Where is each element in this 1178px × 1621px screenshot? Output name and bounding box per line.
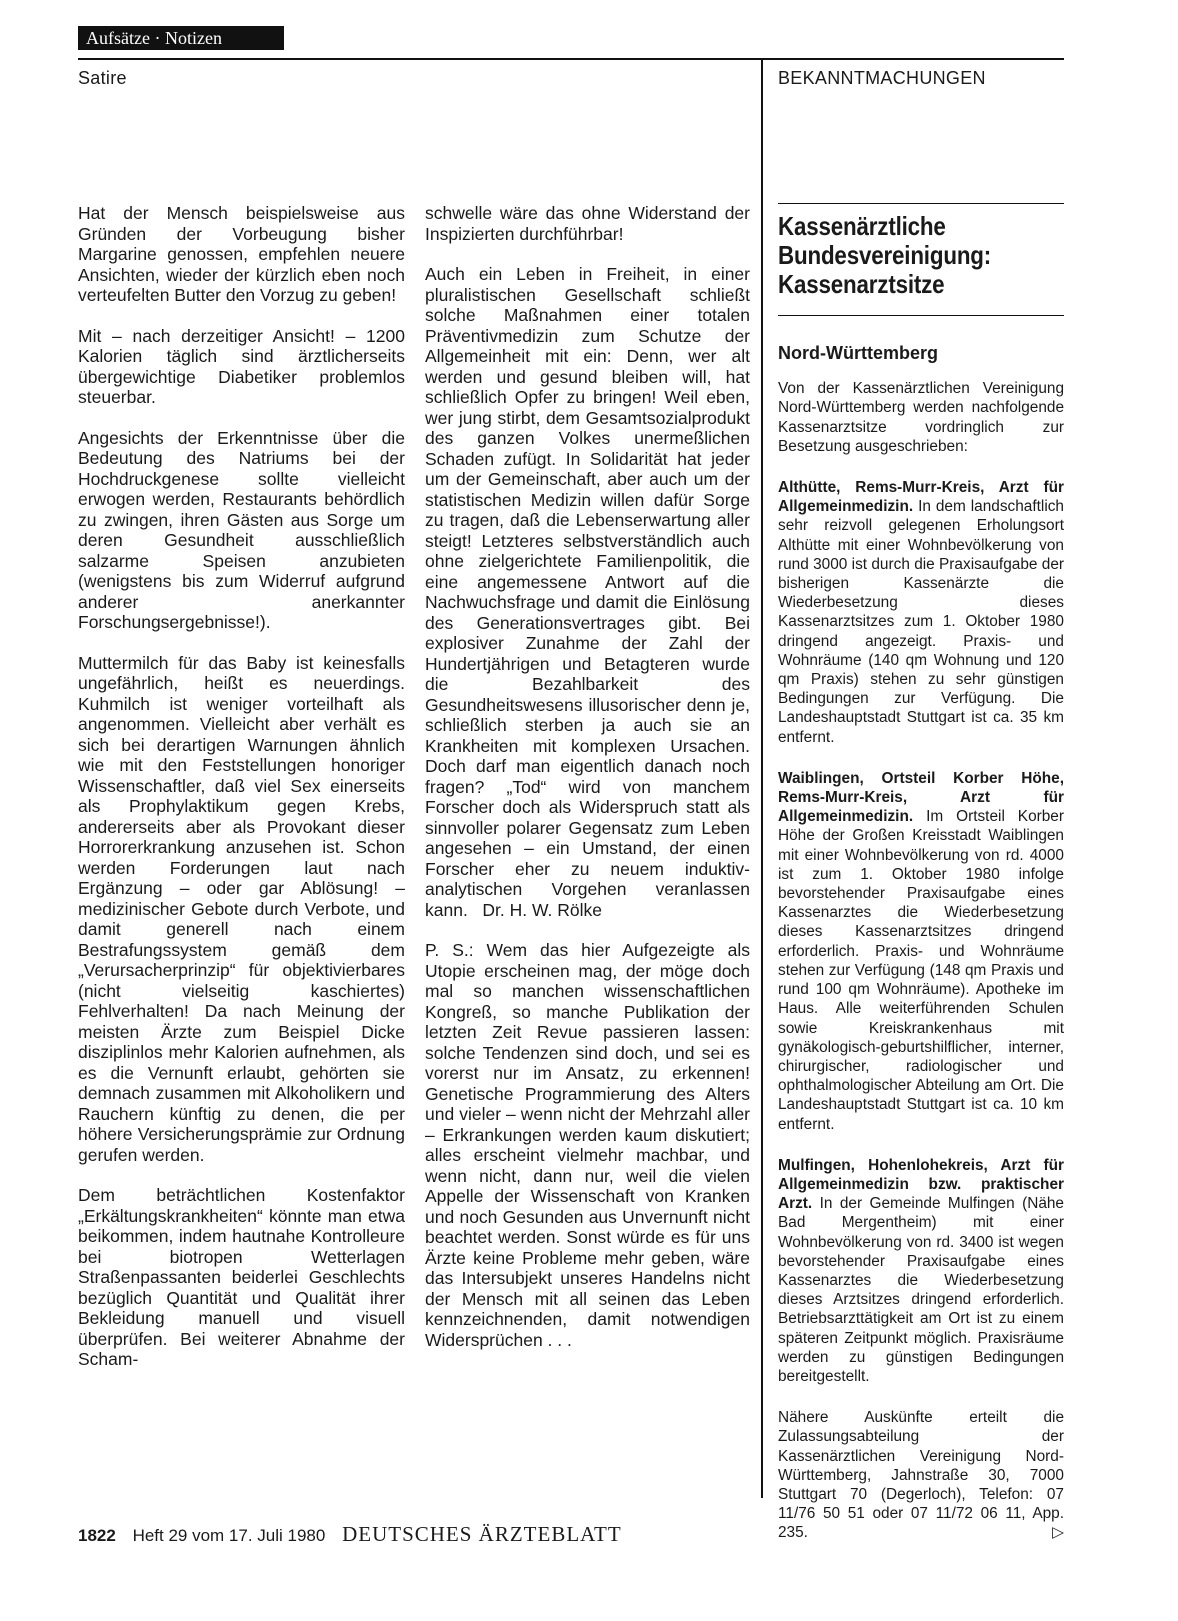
entry-text: In der Gemeinde Mulfingen (Nähe Bad Mergentheim) mit einer Wohnbevölkerung von rd. 3400 ist wegen bevorstehender Praxisaufgabe eines Kassenarztes die Wiederbesetzung dieses Arztsitzes dringend erforderlich. Betriebsarzttätigkeit am Ort ist zu einem späteren Zeitpunkt möglich. Praxisräume werden zu günstigen Bedingungen bereitgestellt. <box>778 1195 1064 1385</box>
heading-rule-bottom <box>778 315 1064 316</box>
page-number: 1822 <box>78 1526 116 1545</box>
entry-text: Im Ortsteil Korber Höhe der Großen Kreisstadt Waiblingen mit einer Wohnbevölkerung von rd. 4000 ist zum 1. Oktober 1980 infolge bevorstehender Praxisaufgabe eines Kassenarztes die Wiederbesetzung dieses Kassenarztsitzes dringend erforderlich. Praxis- und Wohnräume stehen zur Verfügung (148 qm Praxis und rund 100 qm Wohnräume). Apotheke im Haus. Alle weiterführenden Schulen sowie Kreiskrankenhaus mit gynäkologisch-geburtshilflicher, interner, chirurgischer, radiologischer und ophthalmologischer Abteilung am Ort. Die Landeshauptstadt Stuttgart ist ca. 10 km entfernt. <box>778 808 1064 1133</box>
article-paragraph: P. S.: Wem das hier Aufgezeigte als Utopie erscheinen mag, der möge doch mal so manchen wissenschaftlichen Kongreß, so manche Publikation der letzten Zeit Revue passieren lassen: solche Tendenzen sind doch, und sei es vorerst nur im Ansatz, zu erkennen! Genetische Programmierung des Alters und vieler – wenn nicht der Mehrzahl aller – Erkrankungen werden kaum diskutiert; alles erscheint vielmehr machbar, und wenn nicht, dann nur, weil die vielen Appelle der Wissenschaft von Kranken und noch Gesunden aus Unvernunft nicht beachtet werden. Sonst würde es für uns Ärzte keine Probleme mehr geben, wäre das Intersubjekt unseres Handelns nicht der Mensch mit all seinen das Leben kennzeichnenden, damit notwendigen Widersprüchen . . . <box>425 940 750 1350</box>
announcement-contact <box>778 1408 1064 1542</box>
entry-text: In dem landschaftlich sehr reizvoll gelegenen Erholungsort Althütte mit einer Wohnbevölkerung von rund 3000 ist durch die Praxisaufgabe der bisherigen Kassenärzte die Wiederbesetzung dieses Kassenarztsitzes zum 1. Oktober 1980 dringend angezeigt. Praxis- und Wohnräume (140 qm Wohnung und 120 qm Praxis) stehen zu sehr günstigen Bedingungen zur Verfügung. Die Landeshauptstadt Stuttgart ist ca. 35 km entfernt. <box>778 498 1064 746</box>
announcement-heading: Kassenärztliche Bundesvereinigung: Kassenarztsitze <box>778 211 992 299</box>
article-paragraph: Muttermilch für das Baby ist keinesfalls ungefährlich, heißt es neuerdings. Kuhmilch ist weniger vorteilhaft als angenommen. Vielleicht aber verhält es sich bei derartigen Warnungen ähnlich wie mit den Feststellungen honoriger Wissenschaftler, daß viel Sex einerseits als Prophylaktikum gegen Krebs, andererseits aber als Provokant dieser Horrorerkrankung anzusehen ist. Schon werden Forderungen laut nach Ergänzung – oder gar Ablösung! – medizinischer Gebote durch Verbote, und damit generell nach einem Bestrafungssystem gemäß dem „Verursacherprinzip“ für objektivierbares (nicht vielseitig kaschiertes) Fehlverhalten! Da nach Meinung der meisten Ärzte zum Beispiel Dicke disziplinlos mehr Kalorien aufnehmen, als es die Vernunft erlaubt, gehörten sie demnach zusammen mit Alkoholikern und Rauchern künftig zu denen, die per höhere Versicherungsprämie zur Ordnung gerufen werden. <box>78 652 405 1165</box>
kicker-announcements: BEKANNTMACHUNGEN <box>778 68 986 88</box>
article-paragraph: Angesichts der Erkenntnisse über die Bedeutung des Natriums bei der Hochdruckgenese sollte vielleicht erwogen werden, Restaurants behördlich zu zwingen, ihren Gästen aus Sorge um deren Gesundheit ausschließlich salzarme Speisen anzubieten (wenigstens bis zum Widerruf aufgrund anderer anerkannter Forschungsergebnisse!). <box>78 427 405 632</box>
article-paragraph: schwelle wäre das ohne Widerstand der Inspizierten durchführbar! <box>425 203 750 244</box>
article-column-2 <box>425 203 750 1370</box>
entry-lead: Waiblingen, Ortsteil Korber Höhe, Rems-Murr-Kreis, Arzt für Allgemeinmedizin. <box>778 769 1064 826</box>
article-paragraph: Dem beträchtlichen Kostenfaktor „Erkältungskrankheiten“ könnte man etwa beikommen, indem hautnahe Kontrolleure bei biotropen Wetterlagen Straßenpassanten beiderlei Geschlechts bezüglich Quantität und Qualität ihrer Bekleidung manuell und visuell überprüfen. Bei weiterer Abnahme der Scham- <box>78 1185 405 1369</box>
announcement-intro: Von der Kassenärztlichen Vereinigung Nord-Württemberg werden nachfolgende Kassenarztsitze vordringlich zur Besetzung ausgeschrieben: <box>778 380 1064 455</box>
announcement-entry <box>778 478 1064 747</box>
column-divider <box>761 58 763 1498</box>
issue-info: Heft 29 vom 17. Juli 1980 <box>132 1526 326 1545</box>
entry-lead: Mulfingen, Hohenlohekreis, Arzt für Allgemeinmedizin bzw. praktischer Arzt. <box>778 1156 1064 1213</box>
kicker-satire: Satire <box>78 68 127 88</box>
article-text: Auch ein Leben in Freiheit, in einer pluralistischen Gesellschaft schließt solche Maßnahmen einer totalen Präventivmedizin zum Schutze der Allgemeinheit mit ein: Denn, wer alt werden und gesund bleiben will, hat schließlich Opfer zu bringen! Weil eben, wer jung stirbt, dem Gesamtsozialprodukt des ganzen Volkes unermeßlichen Schaden zufügt. In Solidarität hat jeder um der Gemeinschaft, aber auch um der statistischen Medizin willen dafür Sorge zu tragen, daß die Lebenserwartung aller steigt! Letzteres selbstverständlich auch ohne zielgerichtete Familienpolitik, die eine angemessene Antwort auf die Nachwuchsfrage und damit die Einlösung des Generationsvertrages gibt. Bei explosiver Zunahme der Zahl der Hundertjährigen und Betagteren wurde die Bezahlbarkeit des Gesundheitswesens illusorischer denn je, schließlich sterben ja auch sie an Krankheiten mit komplexen Ursachen. Doch darf man eigentlich danach noch fragen? „Tod“ wird von manchem Forscher doch als Widerspruch statt als sinnvoller polarer Gegensatz zum Leben angesehen – ein Umstand, der einen Forscher eher zu neuem induktiv-analytischen Vorgehen veranlassen kann. <box>425 264 750 920</box>
article-column-1 <box>78 203 405 1390</box>
section-tag: Aufsätze · Notizen <box>78 26 284 50</box>
entry-lead: Althütte, Rems-Murr-Kreis, Arzt für Allgemeinmedizin. <box>778 479 1064 516</box>
announcement-entry <box>778 769 1064 1134</box>
end-mark-icon: ▷ <box>1052 1524 1064 1542</box>
article-paragraph: Mit – nach derzeitiger Ansicht! – 1200 Kalorien täglich sind ärztlicherseits übergewichtige Diabetiker problemlos steuerbar. <box>78 325 405 407</box>
author-signature: Dr. H. W. Rölke <box>482 899 603 920</box>
page-footer <box>78 1522 622 1547</box>
top-rule <box>78 58 1064 60</box>
contact-text: Nähere Auskünfte erteilt die Zulassungsabteilung der Kassenärztlichen Vereinigung Nord-Württemberg, Jahnstraße 30, 7000 Stuttgart 70 (Degerloch), Telefon: 07 11/76 50 51 oder 07 11/72 06 11, App. 235. <box>778 1409 1064 1542</box>
announcement-entry <box>778 1156 1064 1386</box>
article-paragraph: Hat der Mensch beispielsweise aus Gründen der Vorbeugung bisher Margarine genossen, empfehlen neuere Ansichten, wieder der kürzlich eben noch verteufelten Butter den Vorzug zu geben! <box>78 203 405 305</box>
heading-rule-top <box>778 203 1064 204</box>
announcement-subheading: Nord-Württemberg <box>778 343 938 363</box>
announcement-column <box>778 203 1064 1565</box>
article-paragraph <box>425 264 750 920</box>
journal-name: DEUTSCHES ÄRZTEBLATT <box>342 1522 622 1546</box>
